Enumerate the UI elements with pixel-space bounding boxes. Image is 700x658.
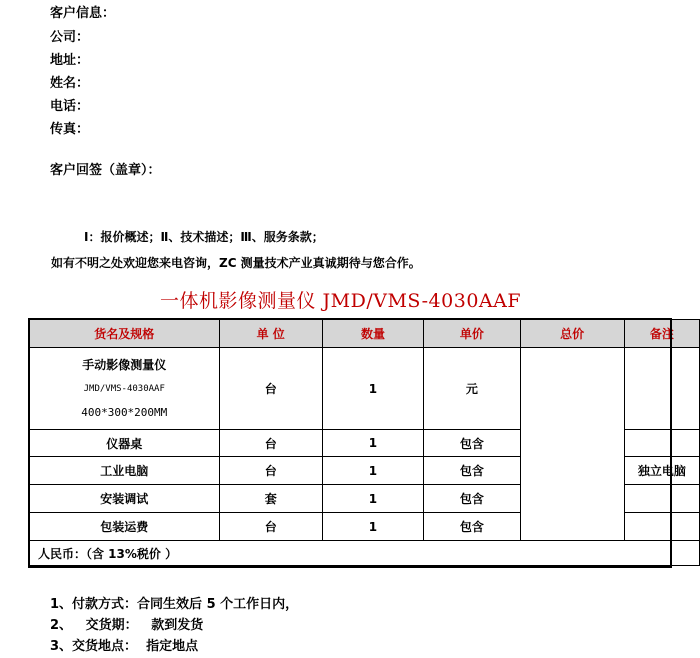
row-qty: 1 bbox=[322, 430, 423, 457]
row-name: 包装运费 bbox=[30, 513, 220, 541]
table-total-row bbox=[30, 541, 700, 566]
total-label: 人民币：（含 13%税价 ） bbox=[30, 541, 700, 566]
term-delivery-period: 2、 交货期： 款到发货 bbox=[50, 618, 204, 633]
row-unit: 套 bbox=[219, 485, 322, 513]
table-row-main-item bbox=[30, 348, 700, 430]
header-cell: 单 位 bbox=[219, 320, 322, 348]
row-remark bbox=[624, 513, 699, 541]
row-remark: 独立电脑 bbox=[624, 457, 699, 485]
item-unit: 台 bbox=[219, 348, 322, 430]
row-qty: 1 bbox=[322, 457, 423, 485]
header-cell: 总价 bbox=[520, 320, 624, 348]
item-qty: 1 bbox=[322, 348, 423, 430]
row-name: 仪器桌 bbox=[30, 430, 220, 457]
term-delivery-location: 3、交货地点： 指定地点 bbox=[50, 639, 199, 654]
row-unit: 台 bbox=[219, 513, 322, 541]
row-qty: 1 bbox=[322, 485, 423, 513]
row-remark bbox=[624, 485, 699, 513]
item-description bbox=[30, 348, 220, 430]
quote-table bbox=[29, 319, 700, 566]
row-name: 安装调试 bbox=[30, 485, 220, 513]
product-title: 一体机影像测量仪 JMD/VMS-4030AAF bbox=[160, 290, 522, 312]
item-remark bbox=[624, 348, 699, 430]
header-cell: 备注 bbox=[624, 320, 699, 348]
header-cell: 数量 bbox=[322, 320, 423, 348]
item-model: JMD/VMS-4030AAF bbox=[83, 383, 165, 394]
row-qty: 1 bbox=[322, 513, 423, 541]
term-payment: 1、付款方式：合同生效后 5 个工作日内， bbox=[50, 597, 299, 612]
item-price: 元 bbox=[424, 348, 521, 430]
customer-info-label: 客户信息： bbox=[50, 6, 116, 21]
item-name: 手动影像测量仪 bbox=[82, 357, 167, 372]
total-price-cell bbox=[520, 348, 624, 541]
item-size: 400*300*200MM bbox=[81, 405, 168, 419]
address-label: 地址： bbox=[50, 53, 90, 68]
row-price: 包含 bbox=[424, 485, 521, 513]
header-cell: 货名及规格 bbox=[30, 320, 220, 348]
fax-label: 传真： bbox=[50, 122, 90, 137]
row-remark bbox=[624, 430, 699, 457]
row-price: 包含 bbox=[424, 457, 521, 485]
intro-note: 如有不明之处欢迎您来电咨询，ZC 测量技术产业真诚期待与您合作。 bbox=[51, 256, 421, 270]
name-label: 姓名： bbox=[50, 76, 90, 91]
company-label: 公司： bbox=[50, 30, 90, 45]
sections-overview: Ⅰ：报价概述；Ⅱ、技术描述；Ⅲ、服务条款； bbox=[84, 230, 324, 244]
row-unit: 台 bbox=[219, 457, 322, 485]
row-unit: 台 bbox=[219, 430, 322, 457]
header-cell: 单价 bbox=[424, 320, 521, 348]
table-header-row bbox=[30, 320, 700, 348]
row-price: 包含 bbox=[424, 430, 521, 457]
row-price: 包含 bbox=[424, 513, 521, 541]
row-name: 工业电脑 bbox=[30, 457, 220, 485]
phone-label: 电话： bbox=[50, 99, 90, 114]
signature-label: 客户回签（盖章）： bbox=[50, 163, 161, 178]
